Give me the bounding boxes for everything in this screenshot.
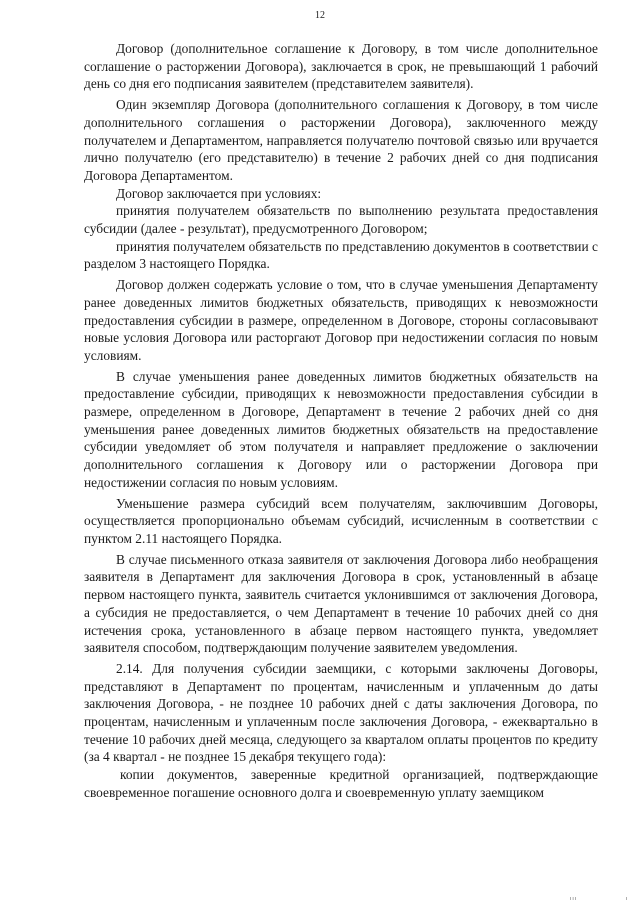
paragraph-document-copies: копии документов, заверенные кредитной организацией, подтверждающие своевременное погашение основного долга и своевременную уплату заемщиком bbox=[84, 767, 598, 800]
paragraph-condition-result: принятия получателем обязательств по выполнению результата предоставления субсидии (далее - результат), предусмотренного Договором; bbox=[84, 203, 598, 237]
scan-mark: ııı bbox=[570, 896, 578, 902]
paragraph-proportional-reduction: Уменьшение размера субсидий всем получателям, заключившим Договоры, осуществляется пропорционально объемам субсидий, исчисленным в соответствии с пунктом 2.11 настоящего Порядка. bbox=[84, 495, 598, 546]
scan-mark: ı bbox=[626, 896, 629, 902]
paragraph-condition-documents: принятия получателем обязательств по представлению документов в соответствии с разделом 3 настоящего Порядка. bbox=[84, 238, 598, 272]
paragraph-conditions-intro: Договор заключается при условиях: bbox=[116, 185, 322, 201]
page-number: 12 bbox=[315, 10, 325, 21]
paragraph-contract-term: Договор (дополнительное соглашение к Договору, в том числе дополнительное соглашение о расторжении Договора), заключается в срок, не превышающий 1 рабочий день со дня его подписания заявителем (представителем заявителя). bbox=[84, 41, 598, 92]
document-body bbox=[84, 40, 598, 802]
paragraph-refusal: В случае письменного отказа заявителя от заключения Договора либо необращения заявителя в Департамент для заключения Договора в срок, установленный в абзаце первом настоящего пункта, заявитель считается уклонившимся от заключения Договора, а субсидия не предоставляется, о чем Департамент в течение 10 рабочих дней со дня истечения срока, установленного в абзаце первом настоящего пункта, уведомляет заявителя способом, подтверждающим получение заявителем уведомления. bbox=[84, 551, 598, 656]
paragraph-section-2-14: 2.14. Для получения субсидии заемщики, с которыми заключены Договоры, представляют в Департамент по процентам, начисленным и уплаченным до даты заключения Договора, - не позднее 10 рабочих дней с даты заключения Договора, по процентам, начисленным и уплаченным после заключения Договора, - ежеквартально в течение 10 рабочих дней месяца, следующего за кварталом оплаты процентов по кредиту (за 4 квартал - не позднее 15 декабря текущего года): bbox=[84, 660, 598, 765]
paragraph-limits-reduction: В случае уменьшения ранее доведенных лимитов бюджетных обязательств на предоставление субсидии, приводящих к невозможности предоставления субсидии в размере, определенном в Договоре, Департамент в течение 2 рабочих дней со дня уменьшения ранее доведенных лимитов бюджетных обязательств на предоставление субсидии уведомляет об этом получателя и направляет предложение о заключении дополнительного соглашения к Договору или о расторжении Договора при недостижении согласия по новым условиям. bbox=[84, 368, 598, 490]
paragraph-contract-copy: Один экземпляр Договора (дополнительного соглашения к Договору, в том числе дополнительного соглашения о расторжении Договора), заключенного между получателем и Департаментом, направляется получателю почтовой связью или вручается лично получателю (его представителю) в течение 2 рабочих дней со дня подписания Договора Департаментом. bbox=[84, 97, 598, 183]
paragraph-limits-clause: Договор должен содержать условие о том, что в случае уменьшения Департаменту ранее доведенных лимитов бюджетных обязательств, приводящих к невозможности предоставления субсидии в размере, определенном в Договоре, стороны согласовывают новые условия Договора или расторгают Договор при недостижении согласия по новым условиям. bbox=[84, 277, 598, 363]
